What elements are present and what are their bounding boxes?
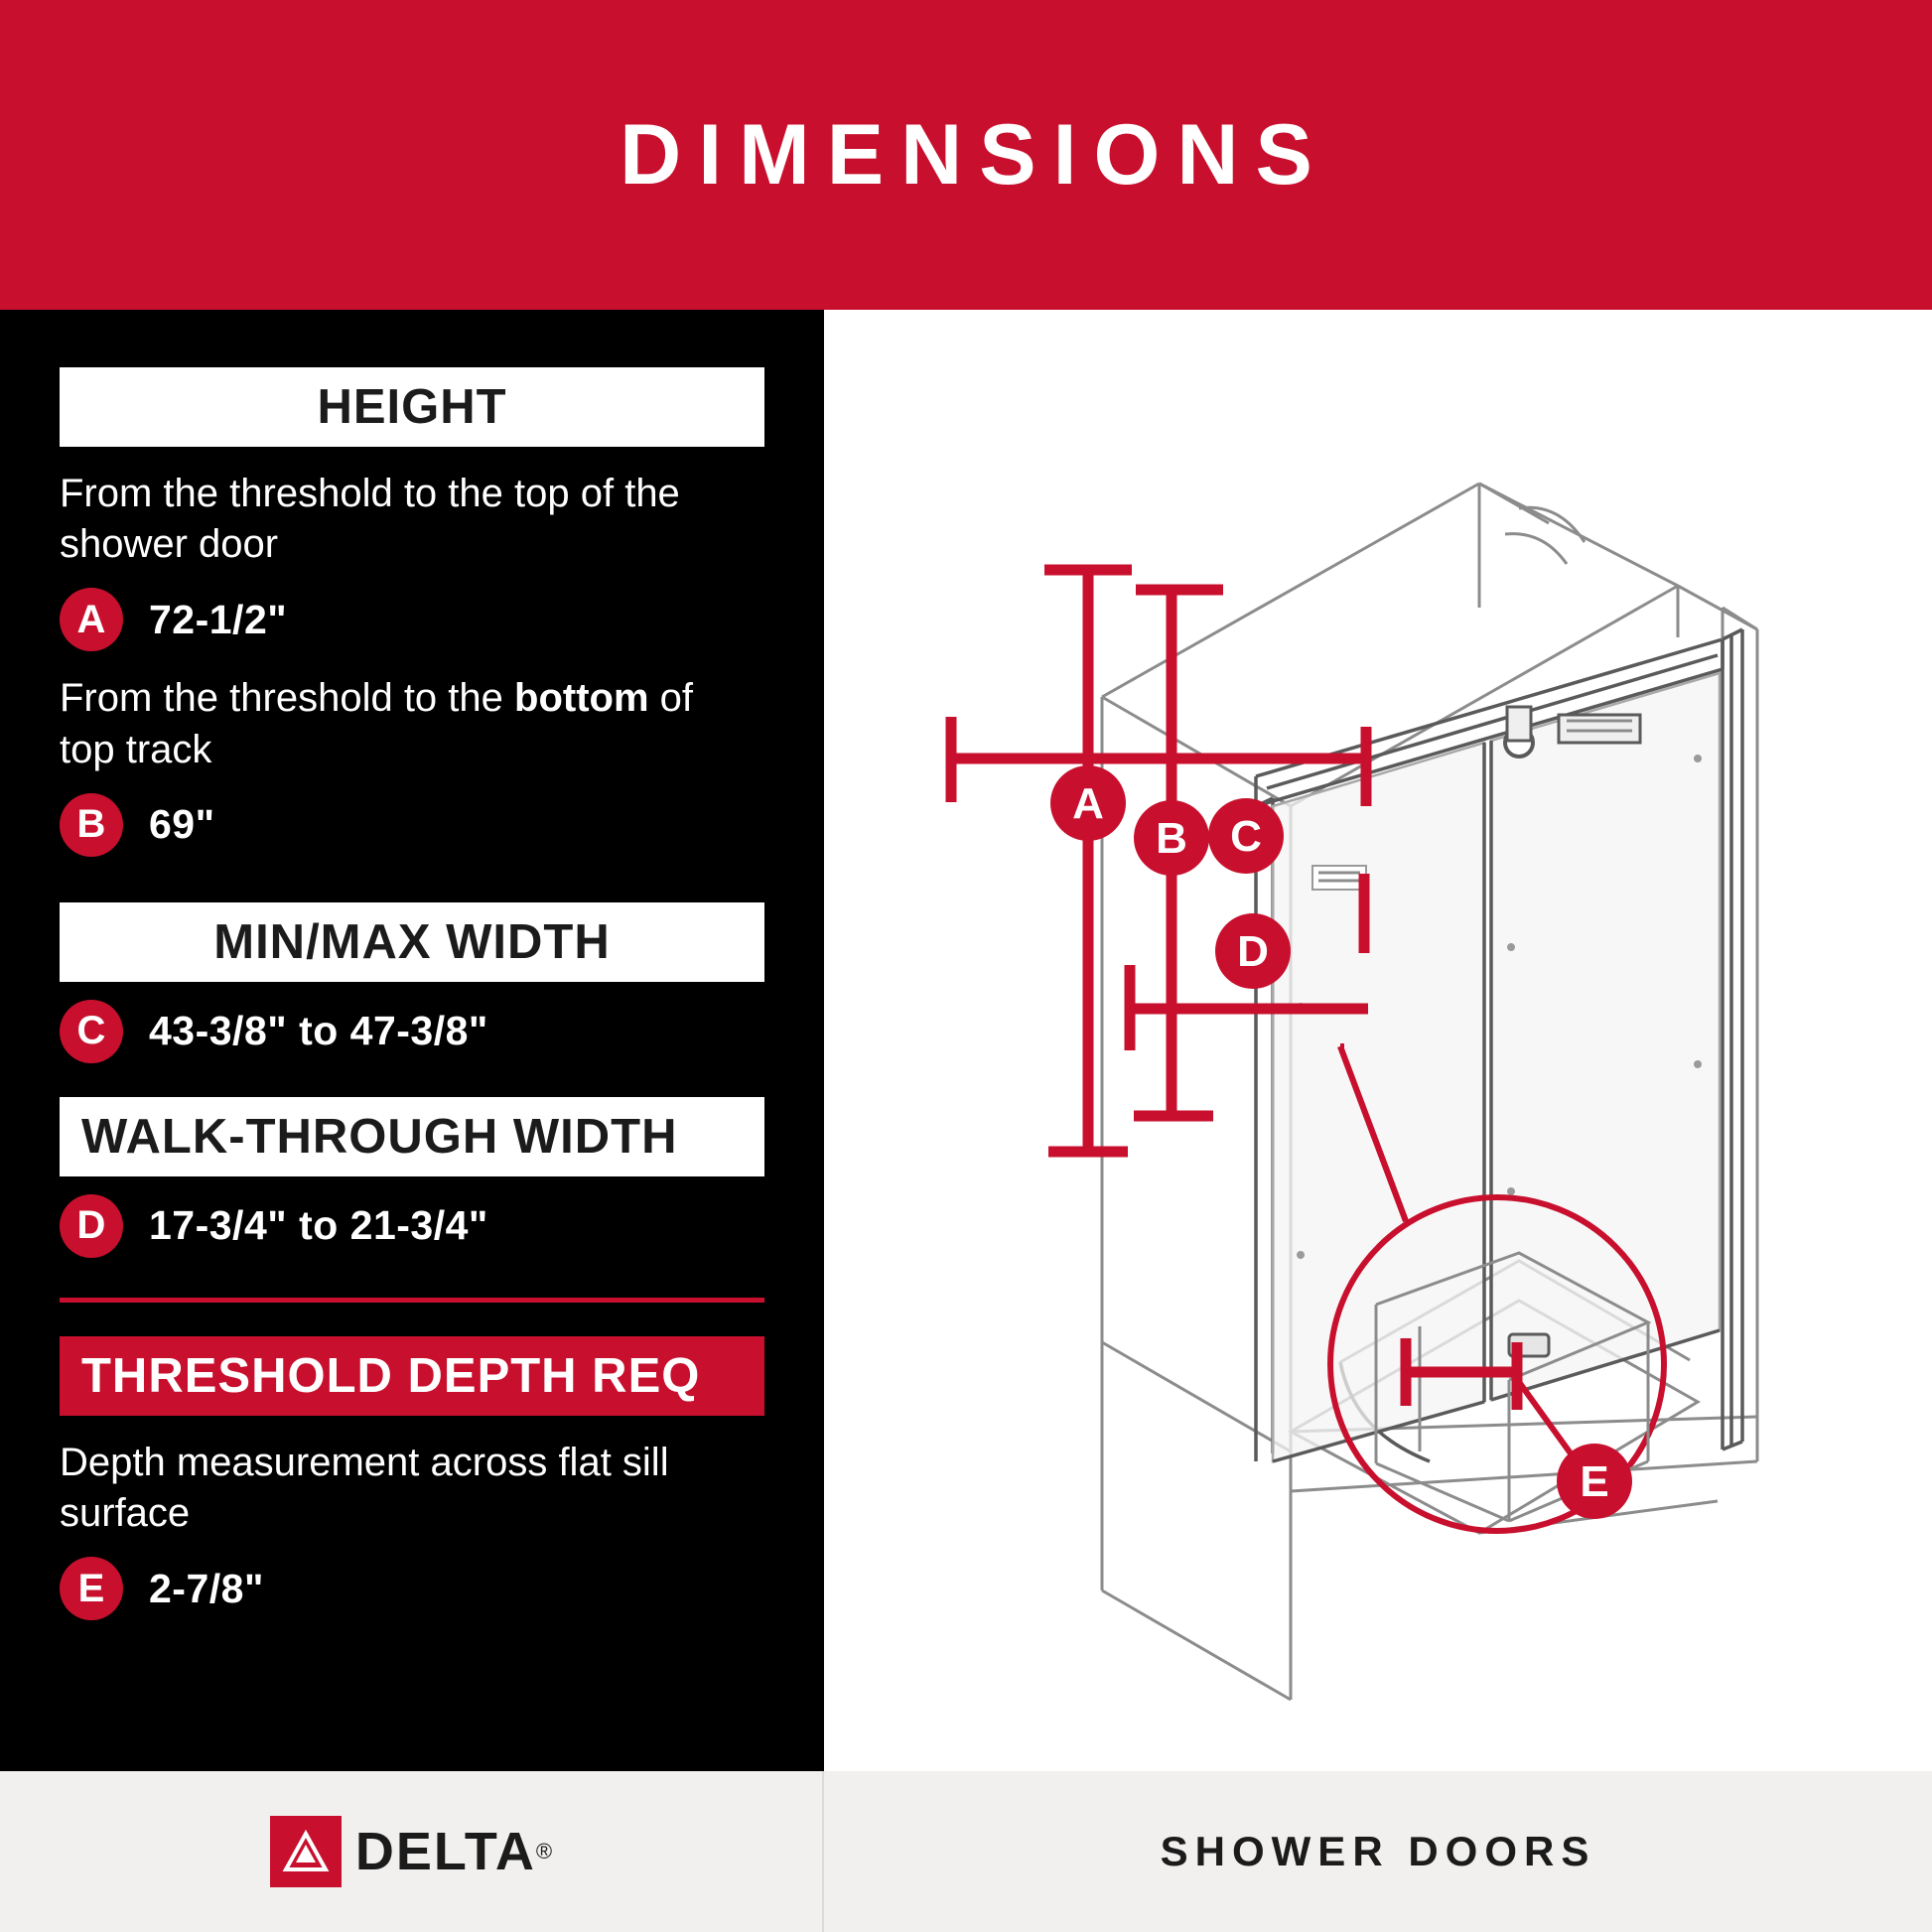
footer-category-area [824,1771,1932,1932]
footer-brand-area [0,1771,824,1932]
delta-triangle-glyph [282,1828,330,1875]
measure-row-e [60,1557,764,1620]
measure-value-c: 43-3/8" to 47-3/8" [149,1008,488,1054]
diagram-callout-c: C [1230,812,1262,861]
height-desc-2-bold: bottom [514,676,649,721]
delta-triangle-icon [270,1816,342,1887]
delta-registered-mark: ® [535,1839,553,1863]
measure-value-a: 72-1/2" [149,596,288,642]
height-desc-2-post: of top track [60,676,694,771]
diagram-callout-b: B [1156,814,1187,863]
height-desc-2-pre: From the threshold to the [60,676,515,721]
product-diagram [824,310,1932,1771]
footer-category-label: SHOWER DOORS [1160,1828,1596,1874]
diagram-callout-a: A [1072,779,1104,828]
measure-row-a [60,588,764,651]
page-title: DIMENSIONS [620,106,1329,203]
measure-row-b [60,793,764,857]
badge-c-icon: C [60,1000,123,1063]
measure-value-e: 2-7/8" [149,1565,264,1611]
shower-door-illustration [824,310,1932,1771]
diagram-callout-e: E [1580,1457,1609,1506]
badge-b-icon: B [60,793,123,857]
spacer-1 [60,857,764,902]
section-heading-height: HEIGHT [60,367,764,447]
measure-value-d: 17-3/4" to 21-3/4" [149,1202,488,1249]
badge-d-icon: D [60,1194,123,1258]
section-heading-walkthrough-width: WALK-THROUGH WIDTH [60,1097,764,1176]
measure-row-c [60,1000,764,1063]
header-banner [0,0,1932,310]
measure-value-b: 69" [149,801,215,848]
height-description-1: From the threshold to the top of the shower door [60,472,680,567]
badge-e-icon: E [60,1557,123,1620]
height-description-2 [60,673,755,774]
delta-logo [270,1816,552,1887]
badge-a-icon: A [60,588,123,651]
diagram-callout-d: D [1237,927,1269,976]
footer [0,1771,1932,1932]
section-heading-threshold-depth: THRESHOLD DEPTH REQ [60,1336,764,1416]
threshold-description: Depth measurement across flat sill surface [60,1440,669,1535]
spacer-2 [60,1063,764,1097]
section-heading-minmax-width: MIN/MAX WIDTH [60,902,764,982]
delta-wordmark: DELTA [354,1822,536,1881]
measure-row-d [60,1194,764,1258]
specs-panel [0,310,824,1771]
section-divider [60,1298,764,1303]
